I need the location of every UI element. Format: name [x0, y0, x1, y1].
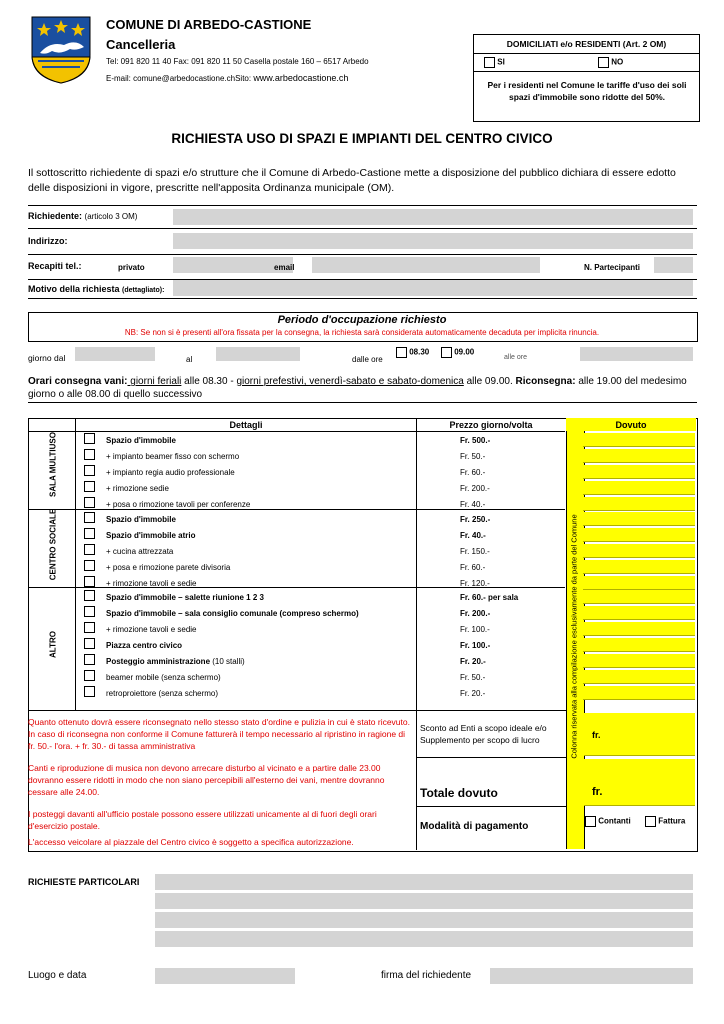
section-centro-sociale: CENTRO SOCIALE: [48, 508, 58, 581]
note-vehicle-access: L'accesso veicolare al piazzale del Centro civico è soggetto a specifica autorizzazione.: [28, 837, 354, 847]
note-music: Canti e riproduzione di musica non devono arrecare disturbo al vicinato e a partire dalle 23.00 dovranno essere ridotti in modo che non siano percepibili all'esterno dei vani, mentre dovranno cessare alle 24.00.: [28, 763, 385, 797]
item-price: Fr. 100.-: [460, 625, 490, 634]
signature-label: firma del richiedente: [381, 970, 472, 981]
phone-label: Recapiti tel.:: [28, 261, 82, 271]
delivery-times: [28, 375, 696, 401]
item-label: Spazio d'immobile atrio: [106, 531, 196, 540]
item-price: Fr. 40.-: [460, 500, 486, 509]
item-label: + rimozione tavoli e sedie: [106, 579, 197, 588]
total-field[interactable]: [584, 759, 695, 806]
residence-note: Per i residenti nel Comune le tariffe d'uso dei soli spazi d'immobile sono ridotte del 50%.: [487, 80, 687, 102]
requester-note: (articolo 3 OM): [84, 212, 138, 221]
item-label: Piazza centro civico: [106, 641, 183, 650]
from-day-label: giorno dal: [28, 353, 66, 363]
delivery-time2: alle 09.00.: [463, 376, 516, 387]
from-hours-label: dalle ore: [352, 355, 383, 364]
invoice-checkbox[interactable]: [645, 816, 656, 827]
item-due-field[interactable]: [583, 433, 695, 447]
item-price: Fr. 60.- per sala: [460, 593, 519, 602]
yes-checkbox[interactable]: [484, 57, 495, 68]
item-label: + posa e rimozione parete divisoria: [106, 563, 231, 572]
total-currency: fr.: [592, 786, 603, 798]
item-due-field[interactable]: [583, 686, 695, 700]
email-field[interactable]: [312, 257, 540, 273]
requester-field[interactable]: [173, 209, 693, 225]
no-label: NO: [611, 57, 624, 67]
website-link[interactable]: www.arbedocastione.ch: [253, 73, 349, 83]
contact-line: Tel: 091 820 11 40 Fax: 091 820 11 50 Casella postale 160 – 6517 Arbedo: [106, 57, 369, 66]
place-date-label: Luogo e data: [28, 970, 87, 981]
item-checkbox[interactable]: [84, 512, 95, 523]
section-sala-multiuso: SALA MULTIUSO: [48, 432, 58, 497]
reserved-column-note: Colonna riservata alla compilazione esclusivamente da parte del Comune: [569, 514, 579, 759]
item-price: Fr. 500.-: [460, 436, 491, 445]
item-label: Spazio d'immobile – sala consiglio comunale (compreso schermo): [106, 609, 359, 618]
from-day-field[interactable]: [75, 347, 155, 361]
department-name: Cancelleria: [106, 37, 176, 52]
item-due-field[interactable]: [583, 481, 695, 495]
item-price: Fr. 120.-: [460, 579, 490, 588]
to-hours-label: alle ore: [504, 354, 527, 361]
item-due-field[interactable]: [583, 638, 695, 652]
residence-no-option[interactable]: [598, 57, 623, 68]
special-requests-label: RICHIESTE PARTICOLARI: [28, 877, 140, 887]
due-header: [566, 418, 696, 431]
item-label: retroproiettore (senza schermo): [106, 689, 219, 698]
item-price: Fr. 200.-: [460, 484, 490, 493]
item-due-field[interactable]: [583, 449, 695, 463]
invoice-label: Fattura: [658, 816, 686, 826]
no-checkbox[interactable]: [598, 57, 609, 68]
item-price: Fr. 50.-: [460, 452, 486, 461]
special-requests-line-1[interactable]: [155, 874, 693, 890]
delivery-holidays: giorni prefestivi, venerdì-sabato e sabato-domenica: [236, 376, 464, 387]
item-checkbox[interactable]: [84, 590, 95, 601]
item-price: Fr. 20.-: [460, 657, 486, 666]
item-label: + impianto regia audio professionale: [106, 468, 235, 477]
item-due-field[interactable]: [583, 606, 695, 620]
to-day-field[interactable]: [216, 347, 300, 361]
item-price: Fr. 20.-: [460, 689, 486, 698]
return-label: Riconsegna:: [515, 376, 576, 387]
reason-label: Motivo della richiesta: [28, 284, 120, 294]
to-label: al: [186, 355, 193, 364]
item-due-field[interactable]: [583, 528, 695, 542]
due-header-label: Dovuto: [615, 420, 647, 430]
item-price: Fr. 60.-: [460, 468, 486, 477]
to-hours-field[interactable]: [580, 347, 693, 361]
delivery-label: Orari consegna vani:: [28, 376, 128, 387]
address-field[interactable]: [173, 233, 693, 249]
item-checkbox[interactable]: [84, 638, 95, 649]
form-title: RICHIESTA USO DI SPAZI E IMPIANTI DEL CENTRO CIVICO: [171, 131, 553, 146]
return-text: alle 19.00 del medesimo giorno o alle 08.00 di quello successivo: [28, 376, 687, 400]
item-checkbox[interactable]: [84, 481, 95, 492]
reason-note: (dettagliato):: [122, 287, 165, 294]
item-checkbox[interactable]: [84, 497, 95, 508]
invoice-option[interactable]: [645, 816, 685, 827]
item-label: + posa o rimozione tavoli per conferenze: [106, 500, 251, 509]
price-header: Prezzo giorno/volta: [449, 420, 533, 430]
item-checkbox[interactable]: [84, 654, 95, 665]
private-label: privato: [118, 263, 145, 272]
cash-checkbox[interactable]: [585, 816, 596, 827]
delivery-weekdays: giorni feriali: [127, 376, 182, 387]
special-requests-line-2[interactable]: [155, 893, 693, 909]
item-checkbox[interactable]: [84, 622, 95, 633]
item-checkbox[interactable]: [84, 670, 95, 681]
special-requests-line-4[interactable]: [155, 931, 693, 947]
address-label: Indirizzo:: [28, 236, 68, 246]
special-requests-line-3[interactable]: [155, 912, 693, 928]
item-label: + rimozione sedie: [106, 484, 169, 493]
item-price: Fr. 250.-: [460, 515, 491, 524]
note-return-condition: Quanto ottenuto dovrà essere riconsegnato nello stesso stato d'ordine e pulizia in cui è stato ricevuto. In caso di riconsegna non conforme il Comune fatturerà il tempo necessario al ripristino in ragione di fr. 50.- l'ora. + fr. 30.- di tassa amministrativa: [28, 717, 410, 751]
time-0830-checkbox[interactable]: [396, 347, 407, 358]
item-checkbox[interactable]: [84, 606, 95, 617]
item-price: Fr. 40.-: [460, 531, 486, 540]
item-price: Fr. 100.-: [460, 641, 491, 650]
cash-label: Contanti: [598, 816, 631, 826]
item-label: + impianto beamer fisso con schermo: [106, 452, 240, 461]
item-checkbox[interactable]: [84, 433, 95, 444]
item-due-field[interactable]: [583, 670, 695, 684]
residence-box: [473, 34, 700, 122]
time-0830-option[interactable]: [396, 347, 429, 358]
item-label: Posteggio amministrazione (10 stalli): [106, 657, 245, 666]
item-due-field[interactable]: [583, 560, 695, 574]
item-due-field[interactable]: [583, 465, 695, 479]
item-checkbox[interactable]: [84, 465, 95, 476]
total-label: Totale dovuto: [420, 786, 498, 800]
period-note: NB: Se non si è presenti all'ora fissata per la consegna, la richiesta sarà considerata automaticamente decaduta per implicita rinuncia.: [124, 328, 600, 337]
payment-label: Modalità di pagamento: [420, 821, 529, 832]
item-checkbox[interactable]: [84, 544, 95, 555]
intro-text: Il sottoscritto richiedente di spazi e/o strutture che il Comune di Arbedo-Castione mette a disposizione del pubblico dichiara di essere edotto delle disposizioni in vigore, prescritte nell'apposita Ordinanza municipale (OM).: [28, 167, 676, 194]
item-price: Fr. 60.-: [460, 563, 486, 572]
participants-field[interactable]: [654, 257, 693, 273]
reason-field[interactable]: [173, 280, 693, 296]
item-label: Spazio d'immobile – salette riunione 1 2 3: [106, 593, 264, 602]
discount-label: Sconto ad Enti a scopo ideale e/o Supplemento per scopo di lucro: [420, 723, 547, 745]
item-label: + rimozione tavoli e sedie: [106, 625, 197, 634]
period-title: Periodo d'occupazione richiesto: [277, 314, 447, 326]
requester-label: Richiedente:: [28, 211, 83, 221]
reason-row: [28, 284, 164, 294]
discount-field[interactable]: [584, 713, 695, 756]
item-checkbox[interactable]: [84, 576, 95, 587]
item-due-field[interactable]: [583, 512, 695, 526]
signature-field[interactable]: [490, 968, 693, 984]
participants-label: N. Partecipanti: [584, 263, 641, 272]
email-line: [106, 73, 348, 83]
item-price: Fr. 50.-: [460, 673, 486, 682]
item-label-extra: (10 stalli): [210, 657, 245, 666]
item-due-field[interactable]: [583, 576, 695, 590]
discount-currency: fr.: [592, 730, 601, 740]
email-label: email: [274, 263, 295, 272]
residence-yes-option[interactable]: [484, 57, 505, 68]
time-0900-checkbox[interactable]: [441, 347, 452, 358]
item-label: + cucina attrezzata: [106, 547, 174, 556]
item-checkbox[interactable]: [84, 686, 95, 697]
time-0900-label: 09.00: [454, 347, 475, 357]
item-due-field[interactable]: [583, 590, 695, 604]
details-header: Dettagli: [229, 420, 263, 430]
municipality-coat-of-arms: [30, 15, 92, 85]
yes-label: SI: [497, 57, 505, 67]
time-0900-option[interactable]: [441, 347, 474, 358]
org-name: COMUNE DI ARBEDO-CASTIONE: [106, 17, 312, 32]
item-checkbox[interactable]: [84, 449, 95, 460]
item-label: Spazio d'immobile: [106, 436, 176, 445]
item-price: Fr. 200.-: [460, 609, 491, 618]
item-due-field[interactable]: [583, 654, 695, 668]
item-due-field[interactable]: [583, 622, 695, 636]
note-parking: I posteggi davanti all'ufficio postale possono essere utilizzati unicamente al di fuori degli orari d'esercizio postale.: [28, 809, 377, 831]
item-due-field[interactable]: [583, 497, 695, 511]
section-altro: ALTRO: [48, 631, 58, 658]
email-text: E-mail: comune@arbedocastione.chSito:: [106, 74, 254, 83]
delivery-time1: alle 08.30 -: [181, 376, 237, 387]
time-0830-label: 08.30: [409, 347, 430, 357]
item-checkbox[interactable]: [84, 528, 95, 539]
item-checkbox[interactable]: [84, 560, 95, 571]
item-label: beamer mobile (senza schermo): [106, 673, 221, 682]
item-label: Spazio d'immobile: [106, 515, 176, 524]
residence-title: DOMICILIATI e/o RESIDENTI (Art. 2 OM): [506, 39, 667, 49]
item-due-field[interactable]: [583, 544, 695, 558]
cash-option[interactable]: [585, 816, 631, 827]
place-date-field[interactable]: [155, 968, 295, 984]
item-price: Fr. 150.-: [460, 547, 490, 556]
requester-row: [28, 211, 137, 221]
